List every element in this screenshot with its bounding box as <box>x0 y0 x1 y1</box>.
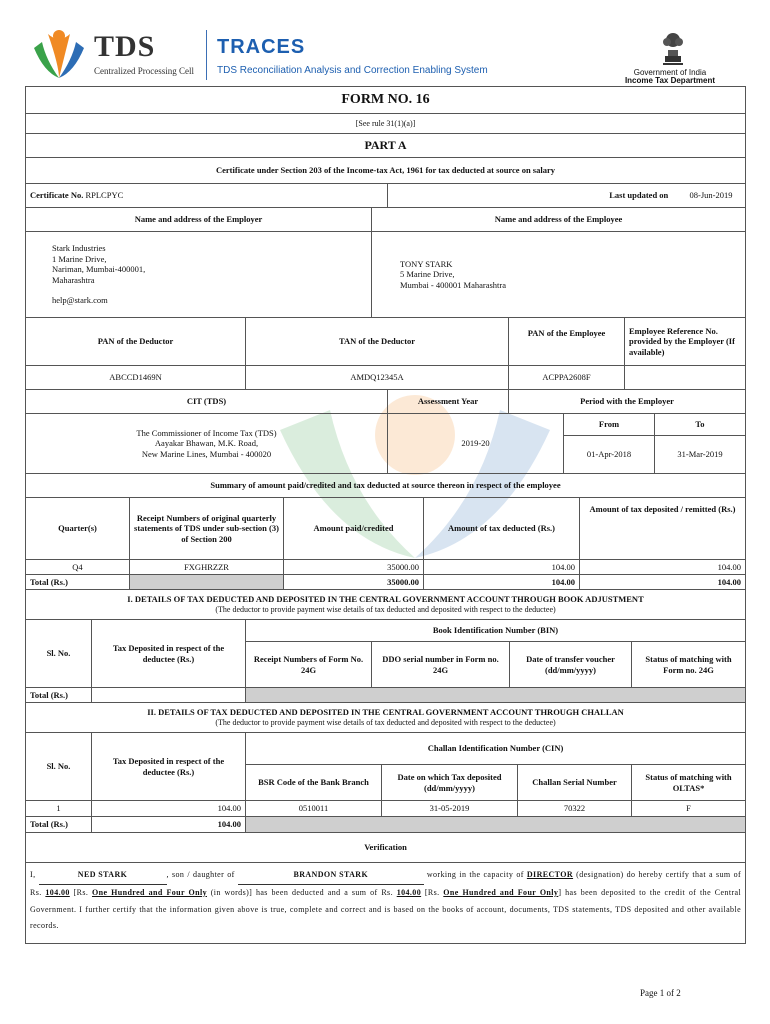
page-header <box>0 0 770 86</box>
challan-col-serial: Challan Serial Number <box>518 765 632 801</box>
challan-date: 31-05-2019 <box>382 801 518 817</box>
total-amount: 35000.00 <box>284 575 424 590</box>
book-total-label: Total (Rs.) <box>26 688 92 703</box>
employer-heading: Name and address of the Employer <box>26 208 372 232</box>
total-row <box>26 575 746 590</box>
challan-status: F <box>632 801 746 817</box>
sum-deposited: 104.00 <box>396 887 422 897</box>
period-from: 01-Apr-2018 <box>564 436 655 474</box>
table-row <box>26 801 746 817</box>
pan-deductor: ABCCD1469N <box>26 366 246 390</box>
certificate-no: RPLCPYC <box>85 190 124 201</box>
summary-heading: Summary of amount paid/credited and tax deducted at source thereon in respect of the employee <box>26 474 746 498</box>
table-row <box>26 560 746 575</box>
certificate-no-cell <box>26 184 388 208</box>
book-col-bin: Book Identification Number (BIN) <box>246 620 746 642</box>
employee-line: 5 Marine Drive, <box>400 269 455 280</box>
total-label: Total (Rs.) <box>26 575 130 590</box>
challan-heading: II. DETAILS OF TAX DEDUCTED AND DEPOSITED IN THE CENTRAL GOVERNMENT ACCOUNT THROUGH CHALLAN <box>147 707 624 718</box>
verif-rs-open-2: [Rs. <box>424 887 440 897</box>
verif-capacity-post: (designation) do hereby certify that a sum of Rs. <box>30 870 742 897</box>
summary-table <box>25 497 746 590</box>
assessment-year-label: Assessment Year <box>388 390 509 414</box>
col-quarter: Quarter(s) <box>26 498 130 560</box>
book-table <box>25 589 746 703</box>
certificate-no-label: Certificate No. <box>30 190 84 201</box>
verif-capacity-pre: working in the capacity of <box>426 870 524 879</box>
tax-deposited: 104.00 <box>580 560 746 575</box>
gov-india-label: Government of India <box>633 68 707 77</box>
employer-line: 1 Marine Drive, <box>52 253 107 264</box>
last-updated-cell <box>388 184 746 208</box>
challan-total-label: Total (Rs.) <box>26 817 92 833</box>
pan-deductor-label: PAN of the Deductor <box>26 318 246 366</box>
book-col-date: Date of transfer voucher (dd/mm/yyyy) <box>510 642 632 688</box>
challan-total-empty <box>246 817 746 833</box>
book-col-status: Status of matching with Form no. 24G <box>632 642 746 688</box>
verif-tail: has been deposited to the credit of the Central Government. I further certify that the information given above is true, complete and correct and is based on the books of account, documents, TDS statements, TDS deposited and other available records. <box>30 887 742 931</box>
sum-deposited-words: One Hundred and Four Only <box>443 887 559 897</box>
book-col-sl: Sl. No. <box>26 620 92 688</box>
form-title: FORM NO. 16 <box>26 87 746 114</box>
book-col-receipt: Receipt Numbers of Form No. 24G <box>246 642 372 688</box>
period-label: Period with the Employer <box>509 390 746 414</box>
total-deducted: 104.00 <box>424 575 580 590</box>
emp-ref <box>625 366 746 390</box>
book-heading: I. DETAILS OF TAX DEDUCTED AND DEPOSITED IN THE CENTRAL GOVERNMENT ACCOUNT THROUGH BOOK ADJUSTMENT <box>127 594 644 605</box>
income-tax-dept-label: Income Tax Department <box>624 76 716 85</box>
cit-address <box>26 414 388 474</box>
employer-line: Stark Industries <box>52 242 106 253</box>
national-emblem-icon <box>659 26 687 66</box>
book-heading-cell <box>26 590 746 620</box>
pan-employee: ACPPA2608F <box>509 366 625 390</box>
page-number: Page 1 of 2 <box>640 988 681 998</box>
col-tax-deducted: Amount of tax deducted (Rs.) <box>424 498 580 560</box>
book-total-empty <box>246 688 746 703</box>
employer-line: Maharashtra <box>52 274 95 285</box>
challan-col-sl: Sl. No. <box>26 733 92 801</box>
challan-tax: 104.00 <box>92 801 246 817</box>
book-col-tax: Tax Deposited in respect of the deductee (Rs.) <box>92 620 246 688</box>
employee-heading: Name and address of the Employee <box>372 208 746 232</box>
traces-title: TRACES <box>217 36 306 58</box>
tds-subtitle: Centralized Processing Cell <box>94 66 194 76</box>
verification-heading: Verification <box>26 833 746 863</box>
challan-col-cin: Challan Identification Number (CIN) <box>246 733 746 765</box>
sum-deducted-words: One Hundred and Four Only <box>91 887 207 897</box>
declarant-name: NED STARK <box>39 867 167 885</box>
part-a-title: PART A <box>26 134 746 158</box>
col-tax-deposited: Amount of tax deposited / remitted (Rs.) <box>580 498 746 560</box>
form-16 <box>25 86 745 944</box>
cit-line: New Marine Lines, Mumbai - 400020 <box>141 448 272 459</box>
employer-line: Nariman, Mumbai-400001, <box>52 264 146 275</box>
verif-rs-open: [Rs. <box>73 887 89 897</box>
cit-line: Aayakar Bhawan, M.K. Road, <box>154 438 259 449</box>
employee-address <box>372 232 746 318</box>
form-table <box>25 86 746 414</box>
period-from-label: From <box>564 414 655 436</box>
challan-col-bsr: BSR Code of the Bank Branch <box>246 765 382 801</box>
total-row <box>26 688 746 703</box>
col-receipt: Receipt Numbers of original quarterly statements of TDS under sub-section (3) of Section 200 <box>130 498 284 560</box>
tds-title: TDS <box>94 30 156 63</box>
employer-email: help@stark.com <box>52 295 108 306</box>
cit-label: CIT (TDS) <box>26 390 388 414</box>
challan-col-tax: Tax Deposited in respect of the deductee (Rs.) <box>92 733 246 801</box>
verification-text: I, NED STARK , son / daughter of BRANDON STARK working in the capacity of DIRECTOR (designation) do hereby certify that a sum of Rs. 104.00 [Rs. One Hundred and Four Only (in words)] has been deducted and a sum of Rs. 104.00 [Rs. One Hundred and Four Only] has been deposited to the credit of the Central Government. I further certify that the information given above is true, complete and correct and is based on the books of account, documents, TDS statements, TDS deposited and other available records. <box>26 863 746 944</box>
receipt-no: FXGHRZZR <box>130 560 284 575</box>
certificate-heading: Certificate under Section 203 of the Income-tax Act, 1961 for tax deducted at source on salary <box>26 158 746 184</box>
employee-line: TONY STARK <box>400 258 453 269</box>
col-amount: Amount paid/credited <box>284 498 424 560</box>
total-empty <box>130 575 284 590</box>
father-name: BRANDON STARK <box>238 867 424 885</box>
cit-line: The Commissioner of Income Tax (TDS) <box>136 427 277 438</box>
challan-heading-cell <box>26 703 746 733</box>
designation: DIRECTOR <box>526 870 574 879</box>
challan-table <box>25 702 746 944</box>
verif-son-of: , son / daughter of <box>166 870 235 879</box>
period-to: 31-Mar-2019 <box>655 436 746 474</box>
period-to-label: To <box>655 414 746 436</box>
book-note: (The deductor to provide payment wise details of tax deducted and deposited with respect to the deductee) <box>215 604 556 614</box>
tax-deducted: 104.00 <box>424 560 580 575</box>
tds-logo-icon <box>30 28 88 80</box>
tan-deductor: AMDQ12345A <box>246 366 509 390</box>
amount-paid: 35000.00 <box>284 560 424 575</box>
total-row <box>26 817 746 833</box>
cit-table <box>25 413 746 498</box>
traces-subtitle: TDS Reconciliation Analysis and Correction Enabling System <box>217 65 488 76</box>
last-updated-date: 08-Jun-2019 <box>689 190 733 201</box>
verif-words-close: (in words)] has been deducted and a sum of Rs. <box>210 887 393 897</box>
book-col-ddo: DDO serial number in Form no. 24G <box>372 642 510 688</box>
challan-bsr: 0510011 <box>246 801 382 817</box>
challan-serial: 70322 <box>518 801 632 817</box>
total-deposited: 104.00 <box>580 575 746 590</box>
last-updated-label: Last updated on <box>609 190 669 201</box>
pan-employee-label: PAN of the Employee <box>509 318 625 366</box>
challan-col-date: Date on which Tax deposited (dd/mm/yyyy) <box>382 765 518 801</box>
quarter: Q4 <box>26 560 130 575</box>
challan-total-tax: 104.00 <box>92 817 246 833</box>
challan-col-status: Status of matching with OLTAS* <box>632 765 746 801</box>
employee-line: Mumbai - 400001 Maharashtra <box>400 279 506 290</box>
employer-line <box>52 285 367 295</box>
employer-address <box>26 232 372 318</box>
challan-note: (The deductor to provide payment wise details of tax deducted and deposited with respect to the deductee) <box>215 717 556 727</box>
challan-sl: 1 <box>26 801 92 817</box>
form-rule: [See rule 31(1)(a)] <box>26 114 746 134</box>
sum-deducted: 104.00 <box>45 887 70 897</box>
header-divider <box>206 30 207 80</box>
book-total-value <box>92 688 246 703</box>
emp-ref-label: Employee Reference No. provided by the Employer (If available) <box>625 318 746 366</box>
assessment-year: 2019-20 <box>388 414 564 474</box>
tan-deductor-label: TAN of the Deductor <box>246 318 509 366</box>
verif-i: I, <box>30 870 36 879</box>
